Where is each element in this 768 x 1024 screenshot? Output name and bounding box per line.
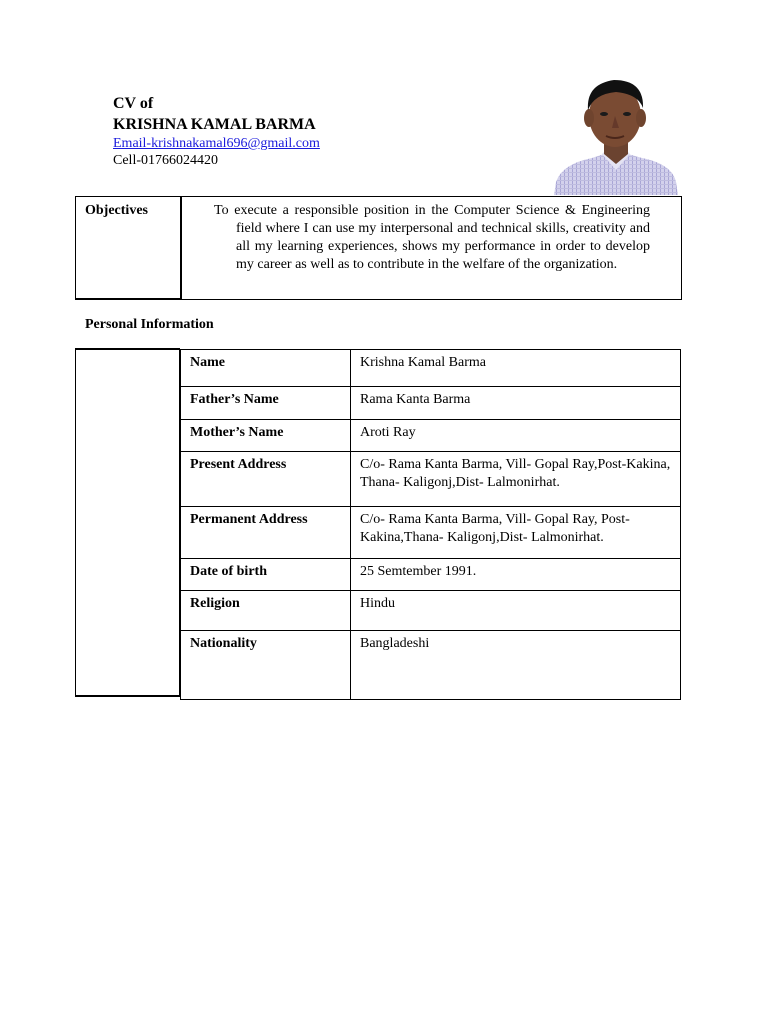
field-value: C/o- Rama Kanta Barma, Vill- Gopal Ray, Post- Kakina,Thana- Kaligonj,Dist- Lalmonirhat. <box>351 507 681 559</box>
field-value: Aroti Ray <box>351 420 681 452</box>
field-label: Name <box>181 350 351 387</box>
field-label: Present Address <box>181 452 351 507</box>
objectives-label: Objectives <box>85 203 148 218</box>
side-empty-cell <box>75 348 180 697</box>
field-value: Rama Kanta Barma <box>351 387 681 420</box>
table-row <box>181 631 681 700</box>
table-row <box>181 420 681 452</box>
profile-photo <box>552 74 680 195</box>
candidate-name: KRISHNA KAMAL BARMA <box>113 116 316 133</box>
field-label: Mother’s Name <box>181 420 351 452</box>
table-row <box>181 507 681 559</box>
field-value: C/o- Rama Kanta Barma, Vill- Gopal Ray,Post-Kakina, Thana- Kaligonj,Dist- Lalmonirhat. <box>351 452 681 507</box>
table-row <box>181 559 681 591</box>
cell-number: Cell-01766024420 <box>113 153 218 168</box>
objectives-text-cell <box>181 196 682 300</box>
personal-info-table <box>180 349 681 700</box>
field-value: Krishna Kamal Barma <box>351 350 681 387</box>
objectives-label-cell <box>75 196 181 300</box>
objectives-text: To execute a responsible position in the Computer Science & Engineering field where I can use my interpersonal and technical skills, creativity and all my learning experiences, shows my performance in order to develop my career as well as to contribute in the welfare of the organization. <box>214 203 650 272</box>
table-row <box>181 591 681 631</box>
field-label: Date of birth <box>181 559 351 591</box>
field-label: Permanent Address <box>181 507 351 559</box>
email-link[interactable]: Email-krishnakamal696@gmail.com <box>113 136 320 151</box>
field-label: Father’s Name <box>181 387 351 420</box>
cv-header <box>113 94 320 170</box>
field-value: 25 Semtember 1991. <box>351 559 681 591</box>
table-row <box>181 387 681 420</box>
cv-of-label: CV of <box>113 95 154 112</box>
field-value: Bangladeshi <box>351 631 681 700</box>
table-row <box>181 350 681 387</box>
personal-information-heading: Personal Information <box>85 317 214 332</box>
field-value: Hindu <box>351 591 681 631</box>
table-row <box>181 452 681 507</box>
field-label: Nationality <box>181 631 351 700</box>
field-label: Religion <box>181 591 351 631</box>
